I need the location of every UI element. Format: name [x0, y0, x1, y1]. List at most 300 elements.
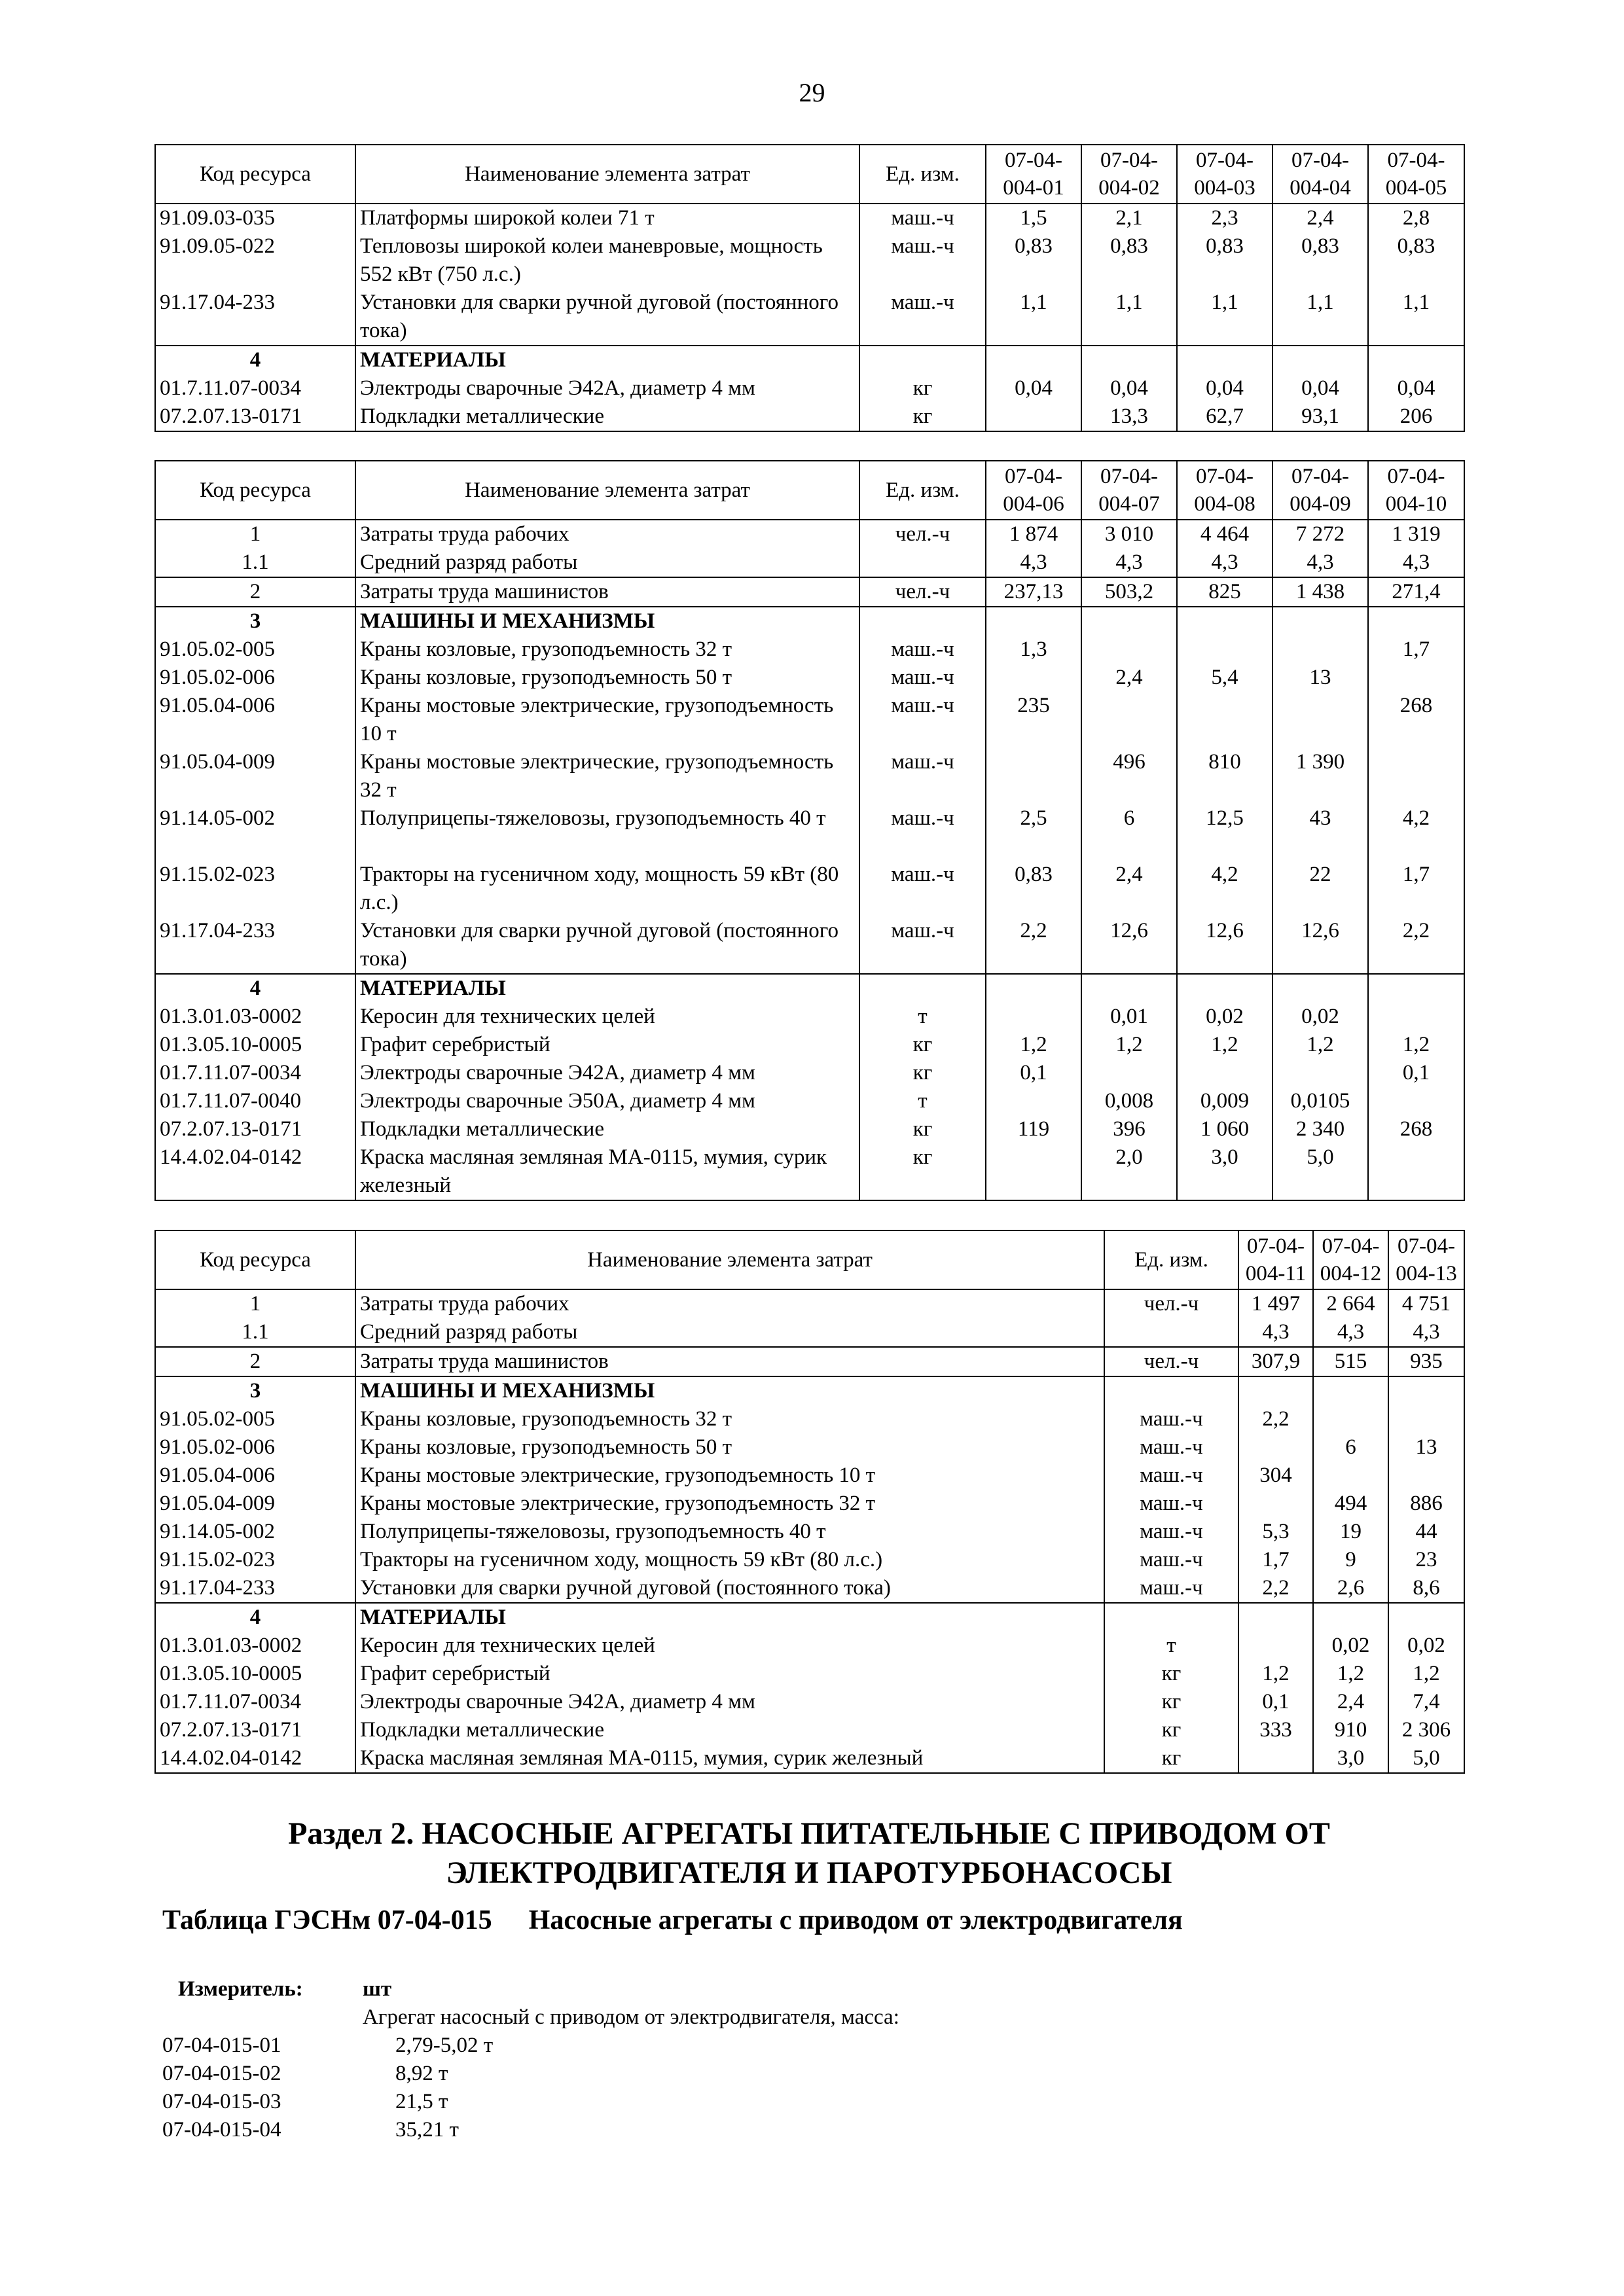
value-cell: 268: [1368, 1115, 1464, 1143]
meter-item-value: 8,92 т: [395, 2062, 448, 2085]
table-title: [162, 1905, 1183, 1936]
value-cell: [986, 664, 1081, 692]
value-cell: [1081, 346, 1177, 374]
value-cell: 1,2: [1368, 1031, 1464, 1059]
unit-cell: маш.-ч: [1104, 1462, 1238, 1490]
value-cell: [1272, 607, 1368, 636]
unit-cell: [859, 974, 986, 1003]
value-cell: 1 390: [1272, 748, 1368, 804]
value-cell: [986, 748, 1081, 804]
unit-cell: т: [859, 1087, 986, 1115]
table-row: [155, 1059, 1464, 1087]
column-header: Код ресурса: [155, 145, 355, 204]
value-cell: [1238, 1376, 1313, 1405]
resource-code: 2: [155, 1347, 355, 1376]
value-cell: 2,2: [1238, 1574, 1313, 1603]
value-cell: [986, 974, 1081, 1003]
value-cell: [1238, 1433, 1313, 1462]
resource-code: 14.4.02.04-0142: [155, 1744, 355, 1773]
value-cell: 4,2: [1368, 804, 1464, 861]
value-cell: 1,2: [1081, 1031, 1177, 1059]
resource-code: 91.05.04-009: [155, 748, 355, 804]
table-row: [155, 1115, 1464, 1143]
value-cell: 2,6: [1313, 1574, 1388, 1603]
table-row: [155, 1289, 1464, 1318]
resource-code: 4: [155, 974, 355, 1003]
value-cell: 1,3: [986, 636, 1081, 664]
value-cell: 2 306: [1388, 1716, 1464, 1744]
value-cell: 7,4: [1388, 1688, 1464, 1716]
value-cell: [1272, 974, 1368, 1003]
resource-table-2: [154, 460, 1465, 1201]
value-cell: 396: [1081, 1115, 1177, 1143]
section-row: [155, 974, 1464, 1003]
value-cell: 0,04: [1272, 374, 1368, 403]
unit-cell: маш.-ч: [1104, 1490, 1238, 1518]
resource-code: 91.05.04-009: [155, 1490, 355, 1518]
resource-code: 4: [155, 1603, 355, 1632]
resource-name: Краны мостовые электрические, грузоподъемность 10 т: [355, 692, 859, 748]
column-header: 07-04- 004-04: [1272, 145, 1368, 204]
value-cell: [1081, 636, 1177, 664]
resource-code: 91.17.04-233: [155, 289, 355, 346]
value-cell: 0,02: [1272, 1003, 1368, 1031]
value-cell: 1,2: [1238, 1660, 1313, 1688]
value-cell: 2,5: [986, 804, 1081, 861]
resource-code: 01.7.11.07-0034: [155, 1059, 355, 1087]
value-cell: 22: [1272, 861, 1368, 917]
value-cell: 4,2: [1177, 861, 1272, 917]
value-cell: 6: [1081, 804, 1177, 861]
unit-cell: маш.-ч: [859, 917, 986, 974]
table-row: [155, 577, 1464, 607]
resource-code: 01.3.05.10-0005: [155, 1660, 355, 1688]
meter-unit: шт: [363, 1977, 392, 2001]
resource-name: Платформы широкой колеи 71 т: [355, 204, 859, 232]
table-row: [155, 1031, 1464, 1059]
value-cell: [1368, 748, 1464, 804]
value-cell: 3,0: [1177, 1143, 1272, 1200]
value-cell: 0,009: [1177, 1087, 1272, 1115]
table-row: [155, 664, 1464, 692]
resource-code: 1: [155, 1289, 355, 1318]
value-cell: 2 664: [1313, 1289, 1388, 1318]
value-cell: 0,02: [1388, 1632, 1464, 1660]
table-title-name: Насосные агрегаты с приводом от электродвигателя: [528, 1905, 1183, 1935]
column-header: 07-04- 004-13: [1388, 1230, 1464, 1289]
unit-cell: чел.-ч: [1104, 1289, 1238, 1318]
unit-cell: маш.-ч: [859, 232, 986, 289]
value-cell: [1368, 1087, 1464, 1115]
resource-code: 07.2.07.13-0171: [155, 403, 355, 431]
table-row: [155, 636, 1464, 664]
value-cell: 1,1: [1368, 289, 1464, 346]
value-cell: [1238, 1490, 1313, 1518]
value-cell: 0,04: [1177, 374, 1272, 403]
table-row: [155, 1318, 1464, 1347]
value-cell: 0,83: [1177, 232, 1272, 289]
resource-code: 01.3.01.03-0002: [155, 1632, 355, 1660]
value-cell: 93,1: [1272, 403, 1368, 431]
value-cell: [1368, 1143, 1464, 1200]
value-cell: [1272, 1059, 1368, 1087]
resource-code: 01.7.11.07-0040: [155, 1087, 355, 1115]
value-cell: 910: [1313, 1716, 1388, 1744]
resource-name: МАШИНЫ И МЕХАНИЗМЫ: [355, 1376, 1104, 1405]
value-cell: 1,5: [986, 204, 1081, 232]
value-cell: 23: [1388, 1546, 1464, 1574]
resource-code: 3: [155, 607, 355, 636]
column-header: 07-04- 004-09: [1272, 461, 1368, 520]
value-cell: [986, 607, 1081, 636]
resource-code: 07.2.07.13-0171: [155, 1716, 355, 1744]
resource-code: 91.05.04-006: [155, 692, 355, 748]
value-cell: 0,83: [986, 861, 1081, 917]
value-cell: 2,4: [1081, 861, 1177, 917]
value-cell: [1388, 1376, 1464, 1405]
value-cell: 0,04: [1081, 374, 1177, 403]
unit-cell: чел.-ч: [1104, 1347, 1238, 1376]
resource-name: Установки для сварки ручной дуговой (постоянного тока): [355, 289, 859, 346]
table-row: [155, 1347, 1464, 1376]
resource-name: Электроды сварочные Э42А, диаметр 4 мм: [355, 1688, 1104, 1716]
column-header: 07-04- 004-08: [1177, 461, 1272, 520]
resource-name: Электроды сварочные Э42А, диаметр 4 мм: [355, 374, 859, 403]
resource-code: 91.14.05-002: [155, 1518, 355, 1546]
table-header-row: [155, 461, 1464, 520]
column-header: Ед. изм.: [1104, 1230, 1238, 1289]
value-cell: 12,6: [1081, 917, 1177, 974]
value-cell: 13: [1388, 1433, 1464, 1462]
meter-item-value: 2,79-5,02 т: [395, 2034, 494, 2057]
value-cell: 1 319: [1368, 520, 1464, 548]
column-header: Наименование элемента затрат: [355, 1230, 1104, 1289]
resource-name: Затраты труда рабочих: [355, 1289, 1104, 1318]
resource-name: МАТЕРИАЛЫ: [355, 974, 859, 1003]
table-header-row: [155, 1230, 1464, 1289]
value-cell: [1272, 346, 1368, 374]
value-cell: 43: [1272, 804, 1368, 861]
value-cell: 5,0: [1272, 1143, 1368, 1200]
table-row: [155, 804, 1464, 861]
unit-cell: маш.-ч: [1104, 1574, 1238, 1603]
column-header: Ед. изм.: [859, 145, 986, 204]
value-cell: 2,1: [1081, 204, 1177, 232]
value-cell: 5,4: [1177, 664, 1272, 692]
table-row: [155, 1087, 1464, 1115]
resource-code: 91.09.05-022: [155, 232, 355, 289]
resource-name: Краны мостовые электрические, грузоподъемность 10 т: [355, 1462, 1104, 1490]
resource-code: 91.05.02-006: [155, 1433, 355, 1462]
value-cell: 1 438: [1272, 577, 1368, 607]
value-cell: [1177, 1059, 1272, 1087]
column-header: Наименование элемента затрат: [355, 145, 859, 204]
value-cell: [1368, 974, 1464, 1003]
value-cell: 2,2: [1238, 1405, 1313, 1433]
value-cell: 496: [1081, 748, 1177, 804]
value-cell: [1368, 1003, 1464, 1031]
unit-cell: чел.-ч: [859, 520, 986, 548]
value-cell: 12,5: [1177, 804, 1272, 861]
resource-code: 07.2.07.13-0171: [155, 1115, 355, 1143]
resource-code: 01.7.11.07-0034: [155, 1688, 355, 1716]
value-cell: 1,1: [1272, 289, 1368, 346]
column-header: 07-04- 004-10: [1368, 461, 1464, 520]
table-row: [155, 1143, 1464, 1200]
unit-cell: маш.-ч: [1104, 1433, 1238, 1462]
value-cell: 2,8: [1368, 204, 1464, 232]
value-cell: 4,3: [1272, 548, 1368, 577]
value-cell: [1081, 607, 1177, 636]
unit-cell: маш.-ч: [859, 289, 986, 346]
table-row: [155, 403, 1464, 431]
table-row: [155, 1744, 1464, 1773]
table-row: [155, 748, 1464, 804]
column-header: Код ресурса: [155, 1230, 355, 1289]
unit-cell: кг: [859, 374, 986, 403]
value-cell: 0,1: [986, 1059, 1081, 1087]
value-cell: 1 060: [1177, 1115, 1272, 1143]
value-cell: [1177, 636, 1272, 664]
value-cell: 0,1: [1238, 1688, 1313, 1716]
meter-item-code: 07-04-015-03: [162, 2090, 281, 2113]
resource-name: Затраты труда машинистов: [355, 577, 859, 607]
table-row: [155, 917, 1464, 974]
unit-cell: [859, 607, 986, 636]
value-cell: 810: [1177, 748, 1272, 804]
column-header: 07-04- 004-01: [986, 145, 1081, 204]
value-cell: 2,4: [1081, 664, 1177, 692]
resource-code: 91.15.02-023: [155, 861, 355, 917]
value-cell: 1,2: [986, 1031, 1081, 1059]
section-row: [155, 1376, 1464, 1405]
value-cell: [1368, 607, 1464, 636]
value-cell: 271,4: [1368, 577, 1464, 607]
value-cell: [986, 1087, 1081, 1115]
value-cell: 4 751: [1388, 1289, 1464, 1318]
unit-cell: маш.-ч: [1104, 1405, 1238, 1433]
value-cell: 119: [986, 1115, 1081, 1143]
resource-code: 91.05.04-006: [155, 1462, 355, 1490]
unit-cell: маш.-ч: [859, 748, 986, 804]
resource-name: Графит серебристый: [355, 1660, 1104, 1688]
unit-cell: маш.-ч: [859, 636, 986, 664]
resource-name: Краны мостовые электрические, грузоподъемность 32 т: [355, 748, 859, 804]
value-cell: [1313, 1405, 1388, 1433]
unit-cell: маш.-ч: [859, 861, 986, 917]
resource-name: Затраты труда машинистов: [355, 1347, 1104, 1376]
table-row: [155, 692, 1464, 748]
resource-code: 91.09.03-035: [155, 204, 355, 232]
table-row: [155, 1716, 1464, 1744]
table-row: [155, 1546, 1464, 1574]
resource-name: Подкладки металлические: [355, 1716, 1104, 1744]
resource-name: Краска масляная земляная МА-0115, мумия, сурик железный: [355, 1143, 859, 1200]
unit-cell: [1104, 1318, 1238, 1347]
table-row: [155, 1003, 1464, 1031]
resource-name: МАШИНЫ И МЕХАНИЗМЫ: [355, 607, 859, 636]
value-cell: 2,2: [1368, 917, 1464, 974]
meter-item-value: 35,21 т: [395, 2118, 459, 2142]
resource-name: Полуприцепы-тяжеловозы, грузоподъемность 40 т: [355, 804, 859, 861]
value-cell: 2,2: [986, 917, 1081, 974]
value-cell: [1177, 607, 1272, 636]
unit-cell: маш.-ч: [1104, 1518, 1238, 1546]
value-cell: [986, 1003, 1081, 1031]
unit-cell: кг: [859, 1115, 986, 1143]
value-cell: 1 874: [986, 520, 1081, 548]
value-cell: 6: [1313, 1433, 1388, 1462]
resource-code: 1: [155, 520, 355, 548]
unit-cell: чел.-ч: [859, 577, 986, 607]
resource-name: МАТЕРИАЛЫ: [355, 1603, 1104, 1632]
value-cell: 1,1: [986, 289, 1081, 346]
section-title: Раздел 2. НАСОСНЫЕ АГРЕГАТЫ ПИТАТЕЛЬНЫЕ С ПРИВОДОМ ОТ ЭЛЕКТРОДВИГАТЕЛЯ И ПАРОТУРБОНАСОСЫ: [288, 1816, 1330, 1890]
table-row: [155, 1433, 1464, 1462]
unit-cell: т: [1104, 1632, 1238, 1660]
value-cell: 333: [1238, 1716, 1313, 1744]
unit-cell: кг: [1104, 1716, 1238, 1744]
value-cell: [1368, 664, 1464, 692]
value-cell: [1177, 346, 1272, 374]
value-cell: [1272, 692, 1368, 748]
resource-code: 91.05.02-005: [155, 636, 355, 664]
column-header: 07-04- 004-07: [1081, 461, 1177, 520]
value-cell: 5,0: [1388, 1744, 1464, 1773]
value-cell: [1388, 1603, 1464, 1632]
resource-name: Подкладки металлические: [355, 403, 859, 431]
value-cell: 0,008: [1081, 1087, 1177, 1115]
resource-name: Краны козловые, грузоподъемность 32 т: [355, 636, 859, 664]
resource-code: 91.05.02-005: [155, 1405, 355, 1433]
column-header: 07-04- 004-03: [1177, 145, 1272, 204]
value-cell: [1238, 1603, 1313, 1632]
table-row: [155, 1405, 1464, 1433]
unit-cell: т: [859, 1003, 986, 1031]
value-cell: 13: [1272, 664, 1368, 692]
resource-code: 1.1: [155, 1318, 355, 1347]
resource-code: 91.05.02-006: [155, 664, 355, 692]
page-number: 29: [799, 78, 825, 107]
column-header: 07-04- 004-02: [1081, 145, 1177, 204]
column-header: 07-04- 004-06: [986, 461, 1081, 520]
resource-name: Электроды сварочные Э42А, диаметр 4 мм: [355, 1059, 859, 1087]
resource-code: 3: [155, 1376, 355, 1405]
meter-item-code: 07-04-015-04: [162, 2118, 281, 2142]
value-cell: 1,2: [1272, 1031, 1368, 1059]
value-cell: 0,83: [1081, 232, 1177, 289]
unit-cell: маш.-ч: [859, 204, 986, 232]
table-row: [155, 1660, 1464, 1688]
value-cell: 0,04: [1368, 374, 1464, 403]
unit-cell: кг: [1104, 1660, 1238, 1688]
table-header-row: [155, 145, 1464, 204]
value-cell: 825: [1177, 577, 1272, 607]
value-cell: [1313, 1462, 1388, 1490]
value-cell: [1388, 1462, 1464, 1490]
table-row: [155, 1632, 1464, 1660]
unit-cell: маш.-ч: [1104, 1546, 1238, 1574]
unit-cell: [1104, 1376, 1238, 1405]
value-cell: 3 010: [1081, 520, 1177, 548]
meter-item-code: 07-04-015-02: [162, 2062, 281, 2085]
unit-cell: кг: [859, 1143, 986, 1200]
value-cell: 1,7: [1368, 861, 1464, 917]
value-cell: 1,7: [1368, 636, 1464, 664]
value-cell: 2,4: [1272, 204, 1368, 232]
value-cell: 268: [1368, 692, 1464, 748]
table-row: [155, 374, 1464, 403]
unit-cell: кг: [1104, 1688, 1238, 1716]
table-row: [155, 548, 1464, 577]
value-cell: 5,3: [1238, 1518, 1313, 1546]
value-cell: 235: [986, 692, 1081, 748]
resource-code: 91.17.04-233: [155, 1574, 355, 1603]
table-row: [155, 204, 1464, 232]
meter-item-code: 07-04-015-01: [162, 2034, 281, 2057]
value-cell: 44: [1388, 1518, 1464, 1546]
meter-label: Измеритель:: [178, 1977, 303, 2001]
column-header: Код ресурса: [155, 461, 355, 520]
value-cell: 9: [1313, 1546, 1388, 1574]
value-cell: [986, 1143, 1081, 1200]
value-cell: 12,6: [1272, 917, 1368, 974]
value-cell: 1,7: [1238, 1546, 1313, 1574]
value-cell: 1 497: [1238, 1289, 1313, 1318]
table-title-code: Таблица ГЭСНм 07-04-015: [162, 1905, 492, 1935]
resource-name: Установки для сварки ручной дуговой (постоянного тока): [355, 917, 859, 974]
resource-code: 1.1: [155, 548, 355, 577]
value-cell: 0,0105: [1272, 1087, 1368, 1115]
value-cell: [1081, 692, 1177, 748]
value-cell: 2,3: [1177, 204, 1272, 232]
unit-cell: кг: [859, 403, 986, 431]
unit-cell: кг: [859, 1031, 986, 1059]
resource-name: Электроды сварочные Э50А, диаметр 4 мм: [355, 1087, 859, 1115]
value-cell: [1313, 1376, 1388, 1405]
value-cell: 4,3: [986, 548, 1081, 577]
value-cell: 0,83: [1368, 232, 1464, 289]
resource-table-3: [154, 1230, 1465, 1774]
resource-name: Тракторы на гусеничном ходу, мощность 59 кВт (80 л.с.): [355, 861, 859, 917]
resource-name: Керосин для технических целей: [355, 1632, 1104, 1660]
table-row: [155, 861, 1464, 917]
value-cell: 4 464: [1177, 520, 1272, 548]
resource-name: Средний разряд работы: [355, 1318, 1104, 1347]
value-cell: [1081, 974, 1177, 1003]
resource-name: Краны козловые, грузоподъемность 32 т: [355, 1405, 1104, 1433]
value-cell: 886: [1388, 1490, 1464, 1518]
value-cell: [1388, 1405, 1464, 1433]
value-cell: 0,1: [1368, 1059, 1464, 1087]
value-cell: [1238, 1632, 1313, 1660]
value-cell: [1177, 974, 1272, 1003]
column-header: 07-04- 004-05: [1368, 145, 1464, 204]
resource-name: Краска масляная земляная МА-0115, мумия, сурик железный: [355, 1744, 1104, 1773]
table-row: [155, 520, 1464, 548]
value-cell: 13,3: [1081, 403, 1177, 431]
value-cell: 1,2: [1388, 1660, 1464, 1688]
resource-code: 14.4.02.04-0142: [155, 1143, 355, 1200]
resource-code: 2: [155, 577, 355, 607]
value-cell: 4,3: [1238, 1318, 1313, 1347]
resource-code: 01.7.11.07-0034: [155, 374, 355, 403]
table-row: [155, 1688, 1464, 1716]
resource-name: Подкладки металлические: [355, 1115, 859, 1143]
table-row: [155, 232, 1464, 289]
resource-name: Тепловозы широкой колеи маневровые, мощность 552 кВт (750 л.с.): [355, 232, 859, 289]
table-row: [155, 1490, 1464, 1518]
